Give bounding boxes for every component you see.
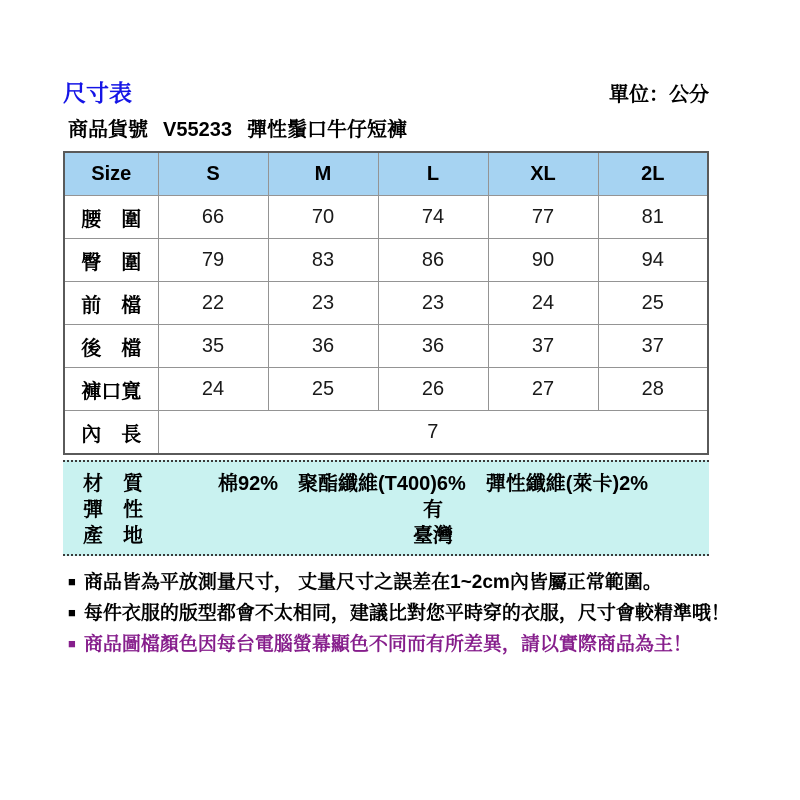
info-value-stretch: 有 <box>423 498 443 521</box>
cell-value: 24 <box>158 368 268 411</box>
product-code: V55233 <box>163 119 232 141</box>
row-label-leg-opening: 褲口寬 <box>64 368 158 411</box>
info-value-origin: 臺灣 <box>413 524 453 547</box>
info-value-material: 棉92% 聚酯纖維(T400)6% 彈性纖維(萊卡)2% <box>217 472 649 495</box>
note-text: 商品圖檔顏色因每台電腦螢幕顯色不同而有所差異，請以實際商品為主！ <box>83 634 692 655</box>
square-bullet-icon: ■ <box>68 574 76 589</box>
cell-value: 90 <box>488 239 598 282</box>
row-label-waist: 腰 圍 <box>64 196 158 239</box>
note-line-fit-advice <box>68 598 730 629</box>
table-row-front-rise <box>64 282 708 325</box>
row-label-back-rise: 後 檔 <box>64 325 158 368</box>
info-row-origin <box>63 520 709 546</box>
info-label-material: 材 質 <box>83 472 143 495</box>
cell-value: 83 <box>268 239 378 282</box>
size-table <box>63 151 709 455</box>
cell-value: 22 <box>158 282 268 325</box>
column-header-2l: 2L <box>598 152 708 196</box>
column-header-xl: XL <box>488 152 598 196</box>
table-row-waist <box>64 196 708 239</box>
cell-value: 36 <box>268 325 378 368</box>
size-table-header-row <box>64 152 708 196</box>
cell-value: 77 <box>488 196 598 239</box>
cell-value: 37 <box>598 325 708 368</box>
column-header-l: L <box>378 152 488 196</box>
note-text: 每件衣服的版型都會不太相同，建議比對您平時穿的衣服，尺寸會較精準哦！ <box>83 603 730 624</box>
table-row-back-rise <box>64 325 708 368</box>
info-row-stretch <box>63 494 709 520</box>
row-label-inseam: 內 長 <box>64 411 158 455</box>
info-row-material <box>63 468 709 494</box>
info-label-origin: 產 地 <box>83 524 143 547</box>
size-chart-page <box>63 80 730 660</box>
column-header-s: S <box>158 152 268 196</box>
cell-value: 26 <box>378 368 488 411</box>
cell-value: 27 <box>488 368 598 411</box>
material-info-block <box>63 460 709 556</box>
product-code-label: 商品貨號 <box>68 119 148 141</box>
note-line-measure <box>68 567 709 598</box>
cell-value: 81 <box>598 196 708 239</box>
cell-value: 25 <box>598 282 708 325</box>
note-line-color-disclaimer <box>68 629 709 660</box>
cell-value: 23 <box>268 282 378 325</box>
row-label-front-rise: 前 檔 <box>64 282 158 325</box>
page-header <box>63 80 709 108</box>
size-column-header: Size <box>64 152 158 196</box>
cell-value: 94 <box>598 239 708 282</box>
cell-value: 66 <box>158 196 268 239</box>
cell-value: 70 <box>268 196 378 239</box>
unit-label: 單位：公分 <box>609 84 709 106</box>
cell-value: 36 <box>378 325 488 368</box>
cell-value-inseam: 7 <box>158 411 708 455</box>
square-bullet-icon: ■ <box>68 605 76 620</box>
cell-value: 28 <box>598 368 708 411</box>
cell-value: 86 <box>378 239 488 282</box>
cell-value: 35 <box>158 325 268 368</box>
product-line <box>63 118 709 142</box>
table-row-leg-opening <box>64 368 708 411</box>
product-name: 彈性鬚口牛仔短褲 <box>246 119 407 141</box>
cell-value: 24 <box>488 282 598 325</box>
cell-value: 23 <box>378 282 488 325</box>
table-row-inseam <box>64 411 708 455</box>
square-bullet-icon: ■ <box>68 636 76 651</box>
row-label-hip: 臀 圍 <box>64 239 158 282</box>
column-header-m: M <box>268 152 378 196</box>
page-title: 尺寸表 <box>63 80 132 106</box>
cell-value: 25 <box>268 368 378 411</box>
cell-value: 74 <box>378 196 488 239</box>
note-text: 商品皆為平放測量尺寸， 丈量尺寸之誤差在1~2cm內皆屬正常範圍。 <box>83 572 662 593</box>
notes-section <box>63 567 730 660</box>
cell-value: 37 <box>488 325 598 368</box>
table-row-hip <box>64 239 708 282</box>
info-label-stretch: 彈 性 <box>83 498 143 521</box>
cell-value: 79 <box>158 239 268 282</box>
